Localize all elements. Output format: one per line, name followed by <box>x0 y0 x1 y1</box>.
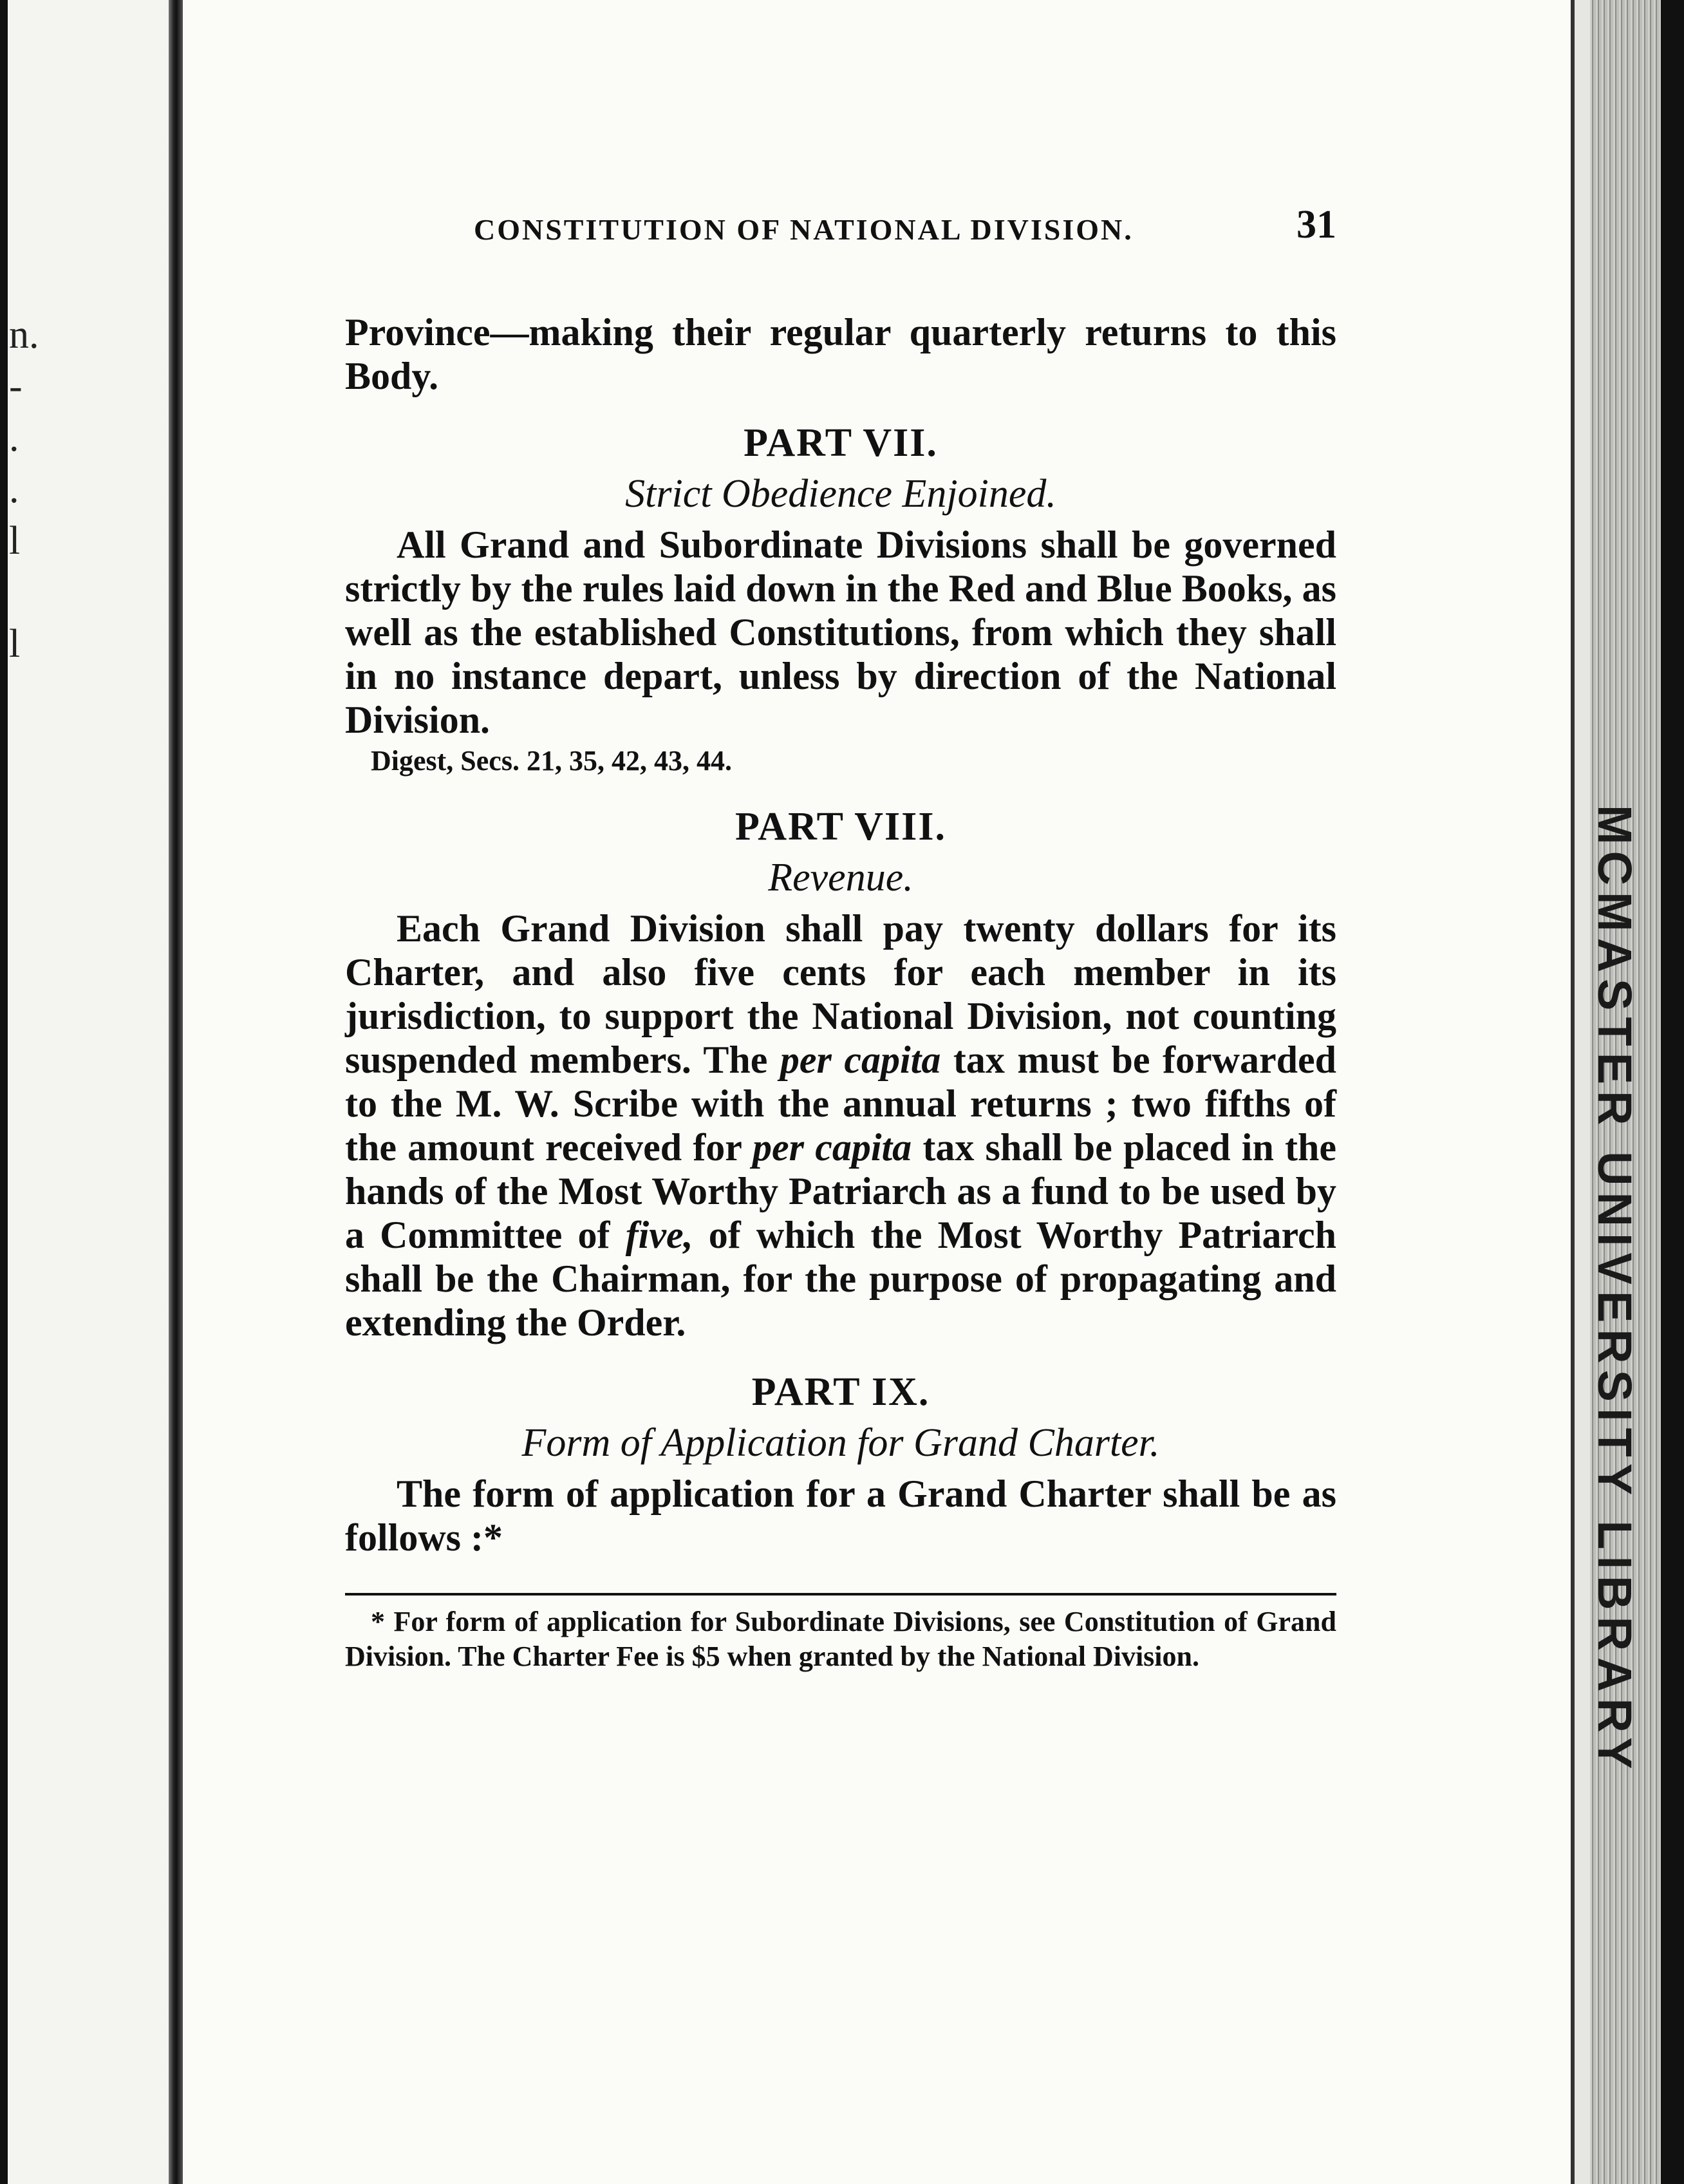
running-head <box>345 203 1336 270</box>
part-viii-text-4: of which the Most Worthy Patriarch shall be the Chairman, for the purpose of propagating and extending the Order. <box>345 1214 1336 1344</box>
part-viii-text-1: Each Grand Division shall pay twenty dollars for its Charter, and also five cents for each member in its jurisdiction, to support the National Division, not counting suspended members. The <box>345 907 1336 1081</box>
part-viii-text-3: tax shall be placed in the hands of the Most Worthy Patriarch as a fund to be used by a Committee of <box>345 1126 1337 1256</box>
binding-shadow <box>0 0 8 2184</box>
part-viii-text-2: tax must be forwarded to the M. W. Scribe with the annual returns ; two fifths of the amount received for <box>345 1039 1336 1169</box>
footnote-rule <box>345 1593 1336 1596</box>
part-vii-body: All Grand and Subordinate Divisions shall be governed strictly by the rules laid down in the Red and Blue Books, as well as the established Constitutions, from which they shall in no instance depart, unless by direction of the National Division. <box>345 523 1336 741</box>
page-number: 31 <box>1296 203 1336 247</box>
part-vii-heading: PART VII. <box>744 421 938 465</box>
page-text-block <box>345 203 1337 1674</box>
footnote: * For form of application for Subordinate Divisions, see Constitution of Grand Division. The Charter Fee is $5 when granted by the National Division. <box>345 1606 1336 1672</box>
part-viii-body <box>345 907 1336 1344</box>
part-ix-subheading: Form of Application for Grand Charter. <box>521 1421 1160 1465</box>
part-viii-italic-per-capita-1: per capita <box>780 1039 941 1081</box>
continuation-paragraph: Province—making their regular quarterly returns to this Body. <box>345 311 1336 397</box>
left-page-text-fragments: n. - . . l l <box>9 313 39 666</box>
library-stamp <box>1563 805 1666 1776</box>
part-vii-subheading: Strict Obedience Enjoined. <box>625 472 1056 516</box>
library-stamp-text: MCMASTER UNIVERSITY LIBRARY <box>1588 805 1642 1776</box>
part-viii-italic-per-capita-2: per capita <box>753 1126 912 1169</box>
part-ix-body: The form of application for a Grand Charter shall be as follows :* <box>345 1473 1336 1559</box>
part-ix-heading: PART IX. <box>751 1370 930 1414</box>
part-vii-digest-reference: Digest, Secs. 21, 35, 42, 43, 44. <box>371 745 732 777</box>
part-viii-heading: PART VIII. <box>735 805 946 849</box>
running-head-title: CONSTITUTION OF NATIONAL DIVISION. <box>474 213 1134 246</box>
spine-gutter <box>169 0 183 2184</box>
part-viii-italic-five: five, <box>625 1214 693 1256</box>
part-viii-subheading: Revenue. <box>768 856 913 899</box>
